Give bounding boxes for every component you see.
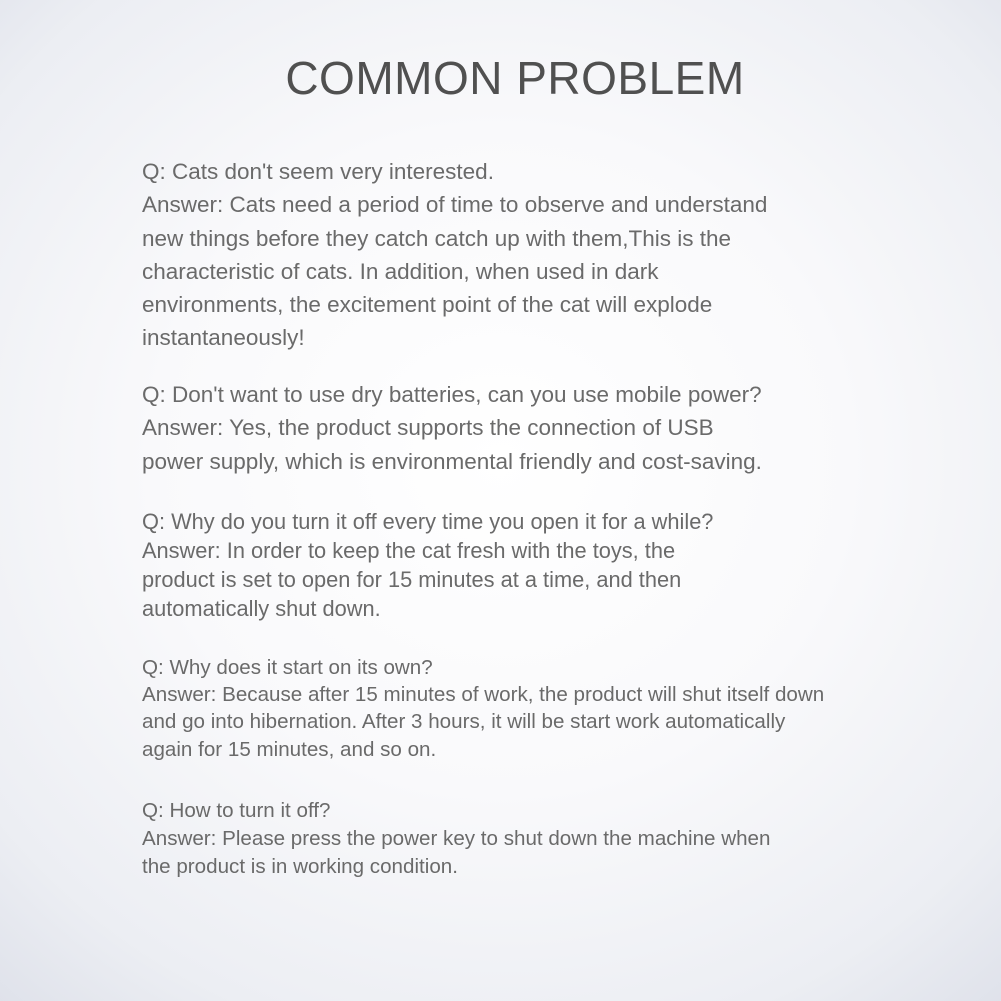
faq-item-turn-off <box>142 797 770 881</box>
faq-question: Q: Why do you turn it off every time you open it for a while? <box>142 509 714 534</box>
page-title: COMMON PROBLEM <box>285 52 745 104</box>
faq-answer-line: Answer: In order to keep the cat fresh with the toys, the <box>142 538 676 563</box>
faq-item-cats-not-interested <box>142 155 767 355</box>
faq-answer-line: Answer: Because after 15 minutes of work, the product will shut itself down <box>142 683 825 707</box>
faq-answer-line: automatically shut down. <box>142 596 381 621</box>
faq-answer-line: again for 15 minutes, and so on. <box>142 737 437 761</box>
faq-item-mobile-power <box>142 378 762 478</box>
faq-item-auto-start <box>142 654 824 763</box>
faq-item-auto-off <box>142 507 713 623</box>
faq-answer-line: characteristic of cats. In addition, when used in dark <box>142 258 659 284</box>
faq-answer-line: environments, the excitement point of the cat will explode <box>142 292 713 318</box>
faq-answer-line: the product is in working condition. <box>142 855 458 878</box>
faq-answer-line: Answer: Cats need a period of time to observe and understand <box>142 192 768 218</box>
faq-question: Q: Cats don't seem very interested. <box>142 159 494 184</box>
faq-answer-line: instantaneously! <box>142 325 305 351</box>
faq-answer-line: product is set to open for 15 minutes at a time, and then <box>142 567 682 592</box>
faq-answer-line: Answer: Please press the power key to shut down the machine when <box>142 827 771 850</box>
faq-answer-line: new things before they catch catch up with them,This is the <box>142 225 732 251</box>
faq-question: Q: Don't want to use dry batteries, can you use mobile power? <box>142 382 762 407</box>
faq-answer-line: and go into hibernation. After 3 hours, it will be start work automatically <box>142 710 786 734</box>
faq-question: Q: How to turn it off? <box>142 799 331 822</box>
faq-answer-line: Answer: Yes, the product supports the connection of USB <box>142 415 714 441</box>
faq-question: Q: Why does it start on its own? <box>142 656 433 679</box>
faq-answer-line: power supply, which is environmental friendly and cost-saving. <box>142 448 762 474</box>
